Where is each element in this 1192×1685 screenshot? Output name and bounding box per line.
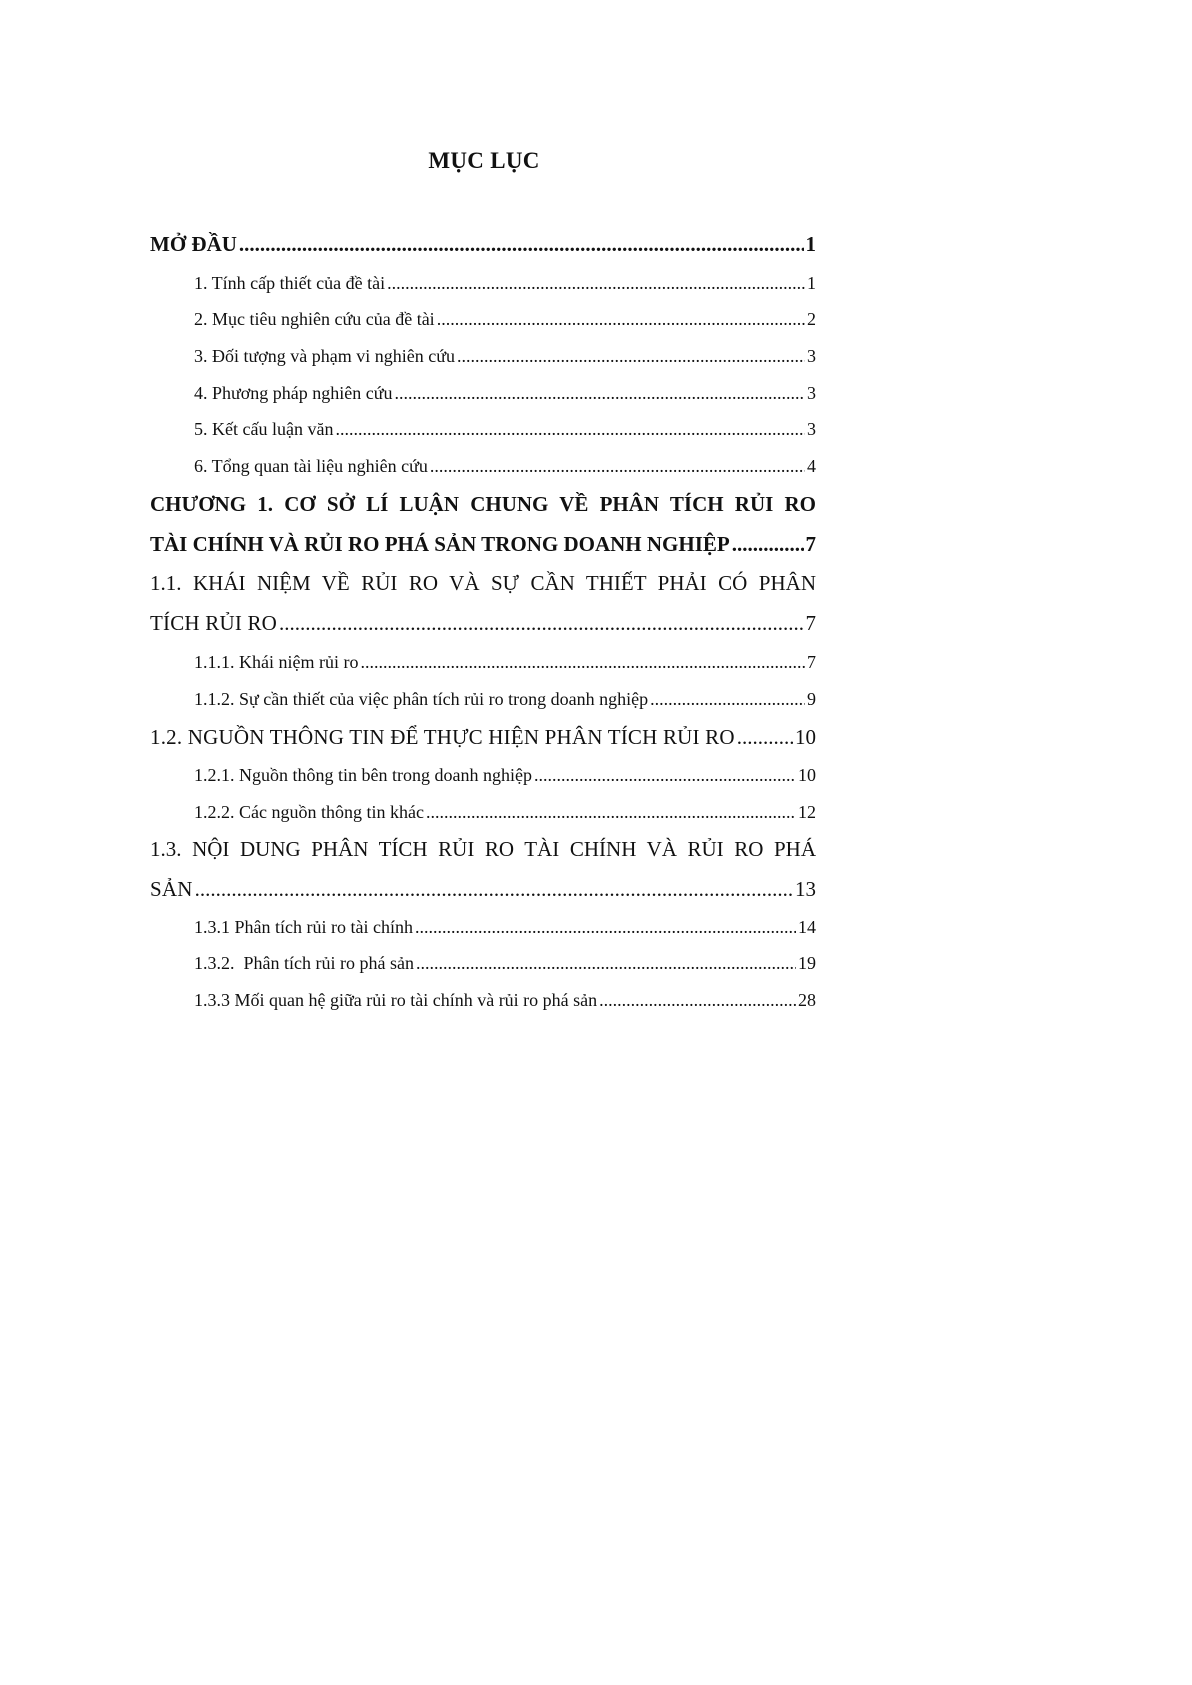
toc-page-number: 1	[805, 232, 816, 256]
toc-entry-label: 4. Phương pháp nghiên cứu	[194, 383, 393, 403]
dot-leader	[599, 990, 796, 1011]
toc-entry-label: 3. Đối tượng và phạm vi nghiên cứu	[194, 346, 455, 366]
toc-entry-label: 1.3.2. Phân tích rủi ro phá sản	[194, 953, 414, 973]
dot-leader	[437, 309, 805, 330]
dot-leader	[360, 652, 805, 673]
dot-leader	[239, 232, 804, 257]
toc-entry-1-3-line-1[interactable]: 1.3. NỘI DUNG PHÂN TÍCH RỦI RO TÀI CHÍNH VÀ RỦI RO PHÁ	[150, 837, 816, 861]
toc-entry-1-3-3[interactable]	[194, 990, 816, 1011]
toc-entry-3[interactable]	[194, 346, 816, 367]
toc-entry-2[interactable]	[194, 309, 816, 330]
toc-page-number: 9	[807, 689, 816, 709]
toc-page-number: 14	[798, 917, 816, 937]
dot-leader	[395, 383, 805, 404]
page-title: MỤC LỤC	[428, 148, 540, 173]
toc-page-number: 7	[807, 652, 816, 672]
toc-entry-label: MỞ ĐẦU	[150, 232, 237, 256]
toc-page-number: 1	[807, 273, 816, 293]
dot-leader	[387, 273, 805, 294]
toc-entry-1-2[interactable]	[150, 725, 816, 750]
toc-entry-chapter-1-line-1[interactable]: CHƯƠNG 1. CƠ SỞ LÍ LUẬN CHUNG VỀ PHÂN TÍCH RỦI RO	[150, 492, 816, 516]
dot-leader	[416, 953, 796, 974]
toc-page-number: 10	[798, 765, 816, 785]
toc-page-number: 19	[798, 953, 816, 973]
toc-entry-mo-dau[interactable]	[150, 232, 816, 257]
toc-page-number: 3	[807, 383, 816, 403]
dot-leader	[650, 689, 805, 710]
toc-entry-1-3-2[interactable]	[194, 953, 816, 974]
toc-page-number: 7	[805, 532, 816, 556]
toc-page-number: 4	[807, 456, 816, 476]
toc-page-number: 12	[798, 802, 816, 822]
toc-page-number: 3	[807, 419, 816, 439]
toc-entry-1-2-1[interactable]	[194, 765, 816, 786]
toc-entry-label: 1.3.3 Mối quan hệ giữa rủi ro tài chính và rủi ro phá sản	[194, 990, 598, 1010]
toc-page-number: 10	[795, 725, 816, 749]
dot-leader	[737, 725, 793, 750]
dot-leader	[732, 532, 804, 557]
toc-entry-1[interactable]	[194, 273, 816, 294]
toc-entry-label: SẢN	[150, 877, 193, 901]
dot-leader	[195, 877, 793, 902]
dot-leader	[279, 611, 803, 636]
toc-entry-label: 2. Mục tiêu nghiên cứu của đề tài	[194, 309, 435, 329]
toc-entry-1-3-1[interactable]	[194, 917, 816, 938]
toc-entry-1-2-2[interactable]	[194, 802, 816, 823]
dot-leader	[534, 765, 796, 786]
dot-leader	[430, 456, 805, 477]
toc-entry-6[interactable]	[194, 456, 816, 477]
toc-entry-label: 5. Kết cấu luận văn	[194, 419, 334, 439]
toc-entry-4[interactable]	[194, 383, 816, 404]
toc-entry-label: 1.3.1 Phân tích rủi ro tài chính	[194, 917, 413, 937]
toc-entry-1-1[interactable]	[150, 611, 816, 636]
toc-entry-5[interactable]	[194, 419, 816, 440]
toc-entry-label: 1.1.2. Sự cần thiết của việc phân tích rủi ro trong doanh nghiệp	[194, 689, 649, 709]
dot-leader	[426, 802, 796, 823]
toc-entry-label: 1.2.2. Các nguồn thông tin khác	[194, 802, 424, 822]
toc-entry-label: 1.2. NGUỒN THÔNG TIN ĐỂ THỰC HIỆN PHÂN TÍCH RỦI RO	[150, 725, 735, 749]
toc-entry-label: TÍCH RỦI RO	[150, 611, 278, 635]
toc-page-number: 13	[795, 877, 816, 901]
toc-page-number: 2	[807, 309, 816, 329]
toc-page-number: 3	[807, 346, 816, 366]
toc-entry-1-1-1[interactable]	[194, 652, 816, 673]
toc-entry-label: TÀI CHÍNH VÀ RỦI RO PHÁ SẢN TRONG DOANH NGHIỆP	[150, 532, 730, 556]
toc-entry-label: 1.1.1. Khái niệm rủi ro	[194, 652, 359, 672]
toc-page-number: 7	[805, 611, 816, 635]
toc-entry-1-3[interactable]	[150, 877, 816, 902]
toc-entry-label: 6. Tổng quan tài liệu nghiên cứu	[194, 456, 428, 476]
toc-entry-label: 1. Tính cấp thiết của đề tài	[194, 273, 386, 293]
toc-entry-chapter-1[interactable]	[150, 532, 816, 557]
dot-leader	[457, 346, 805, 367]
toc-entry-label: 1.2.1. Nguồn thông tin bên trong doanh nghiệp	[194, 765, 532, 785]
toc-page-number: 28	[798, 990, 816, 1010]
dot-leader	[335, 419, 805, 440]
dot-leader	[415, 917, 796, 938]
toc-entry-1-1-2[interactable]	[194, 689, 816, 710]
toc-entry-1-1-line-1[interactable]: 1.1. KHÁI NIỆM VỀ RỦI RO VÀ SỰ CẦN THIẾT PHẢI CÓ PHÂN	[150, 571, 816, 595]
